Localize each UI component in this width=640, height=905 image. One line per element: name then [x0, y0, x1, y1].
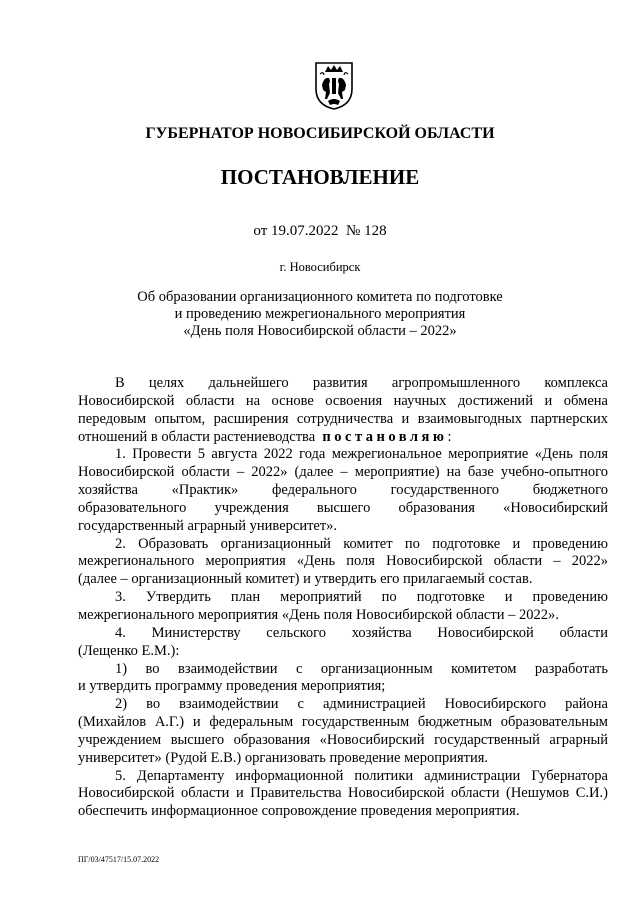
document-body	[78, 375, 608, 821]
body-line: 1) во взаимодействии с организационным комитетом разработать	[115, 660, 608, 677]
body-line: Новосибирской области и Правительства Новосибирской области (Нешумов С.И.)	[78, 785, 608, 802]
document-number: № 128	[346, 223, 387, 239]
body-line: межрегионального мероприятия «День поля Новосибирской области – 2022».	[78, 606, 559, 623]
body-line: обеспечить информационное сопровождение проведения мероприятия.	[78, 803, 520, 820]
body-line: межрегионального мероприятия «День поля Новосибирской области – 2022»	[78, 553, 608, 570]
title-line: «День поля Новосибирской области – 2022»	[183, 323, 457, 339]
body-line: 5. Департаменту информационной политики администрации Губернатора	[115, 767, 608, 784]
body-line: хозяйства «Практик» федерального государственного бюджетного	[78, 482, 608, 499]
document-date: 19.07.2022	[271, 223, 339, 239]
body-line: (Михайлов А.Г.) и федеральным государственным бюджетным образовательным	[78, 714, 608, 731]
body-line: учреждением высшего образования «Новосибирский государственный аграрный	[78, 731, 608, 748]
date-line	[0, 221, 640, 241]
body-line: и утвердить программу проведения мероприятия;	[78, 678, 386, 695]
city-line: г. Новосибирск	[279, 260, 361, 274]
body-line: государственный аграрный университет».	[78, 517, 338, 534]
body-line: В целях дальнейшего развития агропромышленного комплекса	[115, 375, 608, 391]
date-prefix: от	[253, 223, 268, 239]
title-line: Об образовании организационного комитета по подготовке	[137, 289, 503, 305]
body-line: (Лещенко Е.М.):	[78, 642, 180, 659]
body-line: 1. Провести 5 августа 2022 года межрегиональное мероприятие «День поля	[115, 446, 608, 463]
body-line: Новосибирской области – 2022» (далее – мероприятие) на базе учебно-опытного	[78, 464, 608, 481]
body-line: 2. Образовать организационный комитет по подготовке и проведению	[115, 535, 608, 552]
document-type: ПОСТАНОВЛЕНИЕ	[220, 165, 420, 189]
body-line	[78, 429, 608, 447]
issuer-heading: ГУБЕРНАТОР НОВОСИБИРСКОЙ ОБЛАСТИ	[145, 125, 495, 142]
registration-code: ПГ/03/47517/15.07.2022	[78, 855, 160, 864]
document-title	[0, 289, 640, 340]
coat-of-arms-icon	[314, 61, 354, 111]
body-line: 4. Министерству сельского хозяйства Новосибирской области	[115, 624, 608, 641]
body-line: передовым опытом, расширения сотрудничества и взаимовыгодных партнерских	[78, 410, 608, 427]
body-line: образовательного учреждения высшего образования «Новосибирский	[78, 499, 608, 516]
decree-word: постановляю	[322, 428, 448, 445]
body-line: (далее – организационный комитет) и утвердить его прилагаемый состав.	[78, 571, 533, 588]
body-line: Новосибирской области на основе освоения научных достижений и обмена	[78, 392, 608, 409]
decree-colon: :	[447, 428, 452, 445]
body-line: университет» (Рудой Е.В.) организовать проведение мероприятия.	[78, 749, 489, 766]
body-line: 2) во взаимодействии с администрацией Новосибирского района	[115, 696, 608, 713]
title-line: и проведению межрегионального мероприятия	[174, 306, 466, 322]
body-line: 3. Утвердить план мероприятий по подготовке и проведению	[115, 589, 608, 606]
preamble-end: отношений в области растениеводства	[78, 428, 316, 445]
